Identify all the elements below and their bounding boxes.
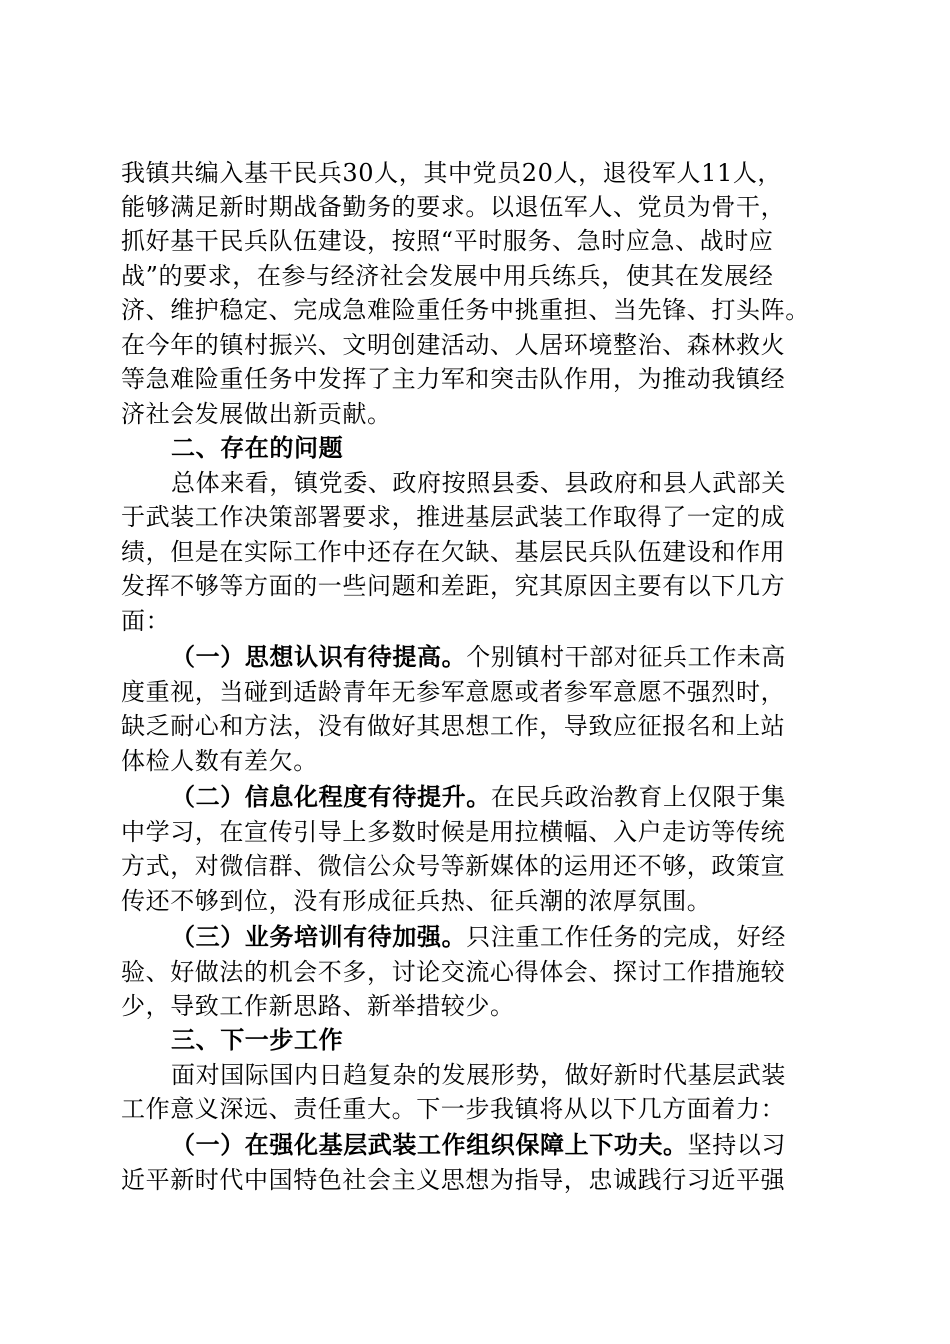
paragraph-line: 等急难险重任务中发挥了主力军和突击队作用，为推动我镇经 bbox=[121, 365, 786, 393]
paragraph-line: 缺乏耐心和方法，没有做好其思想工作，导致应征报名和上站 bbox=[121, 712, 786, 740]
paragraph-text: 只注重工作任务的完成，好经 bbox=[466, 923, 787, 951]
paragraph-line: 总体来看，镇党委、政府按照县委、县政府和县人武部关 bbox=[171, 469, 786, 497]
paragraph-text: 在民兵政治教育上仅限于集 bbox=[490, 783, 787, 811]
paragraph-line: 体检人数有差欠。 bbox=[121, 747, 318, 775]
paragraph-line: 抓好基干民兵队伍建设，按照“平时服务、急时应急、战时应 bbox=[121, 227, 774, 255]
paragraph-line: 济社会发展做出新贡献。 bbox=[121, 400, 392, 428]
subsection-lead: （一）在强化基层武装工作组织保障上下功夫。 bbox=[171, 1131, 688, 1159]
paragraph-line bbox=[171, 780, 891, 814]
paragraph-text: 坚持以习 bbox=[687, 1131, 787, 1159]
paragraph-line: 面对国际国内日趋复杂的发展形势，做好新时代基层武装 bbox=[171, 1061, 786, 1089]
paragraph-line: 少，导致工作新思路、新举措较少。 bbox=[121, 992, 515, 1020]
paragraph-line: 发挥不够等方面的一些问题和差距，究其原因主要有以下几方 bbox=[121, 572, 786, 600]
paragraph-line: 面： bbox=[121, 607, 171, 635]
paragraph-line: 绩，但是在实际工作中还存在欠缺、基层民兵队伍建设和作用 bbox=[121, 538, 786, 566]
paragraph-line: 度重视，当碰到适龄青年无参军意愿或者参军意愿不强烈时， bbox=[121, 678, 786, 706]
paragraph-line: 战”的要求，在参与经济社会发展中用兵练兵，使其在发展经 bbox=[121, 262, 774, 290]
paragraph-line: 验、好做法的机会不多，讨论交流心得体会、探讨工作措施较 bbox=[121, 958, 786, 986]
paragraph-line: 我镇共编入基干民兵30人，其中党员20人，退役军人11人， bbox=[121, 159, 783, 187]
subsection-lead: （二）信息化程度有待提升。 bbox=[171, 783, 491, 811]
paragraph-line: 中学习，在宣传引导上多数时候是用拉横幅、入户走访等传统 bbox=[121, 818, 786, 846]
subsection-lead: （三）业务培训有待加强。 bbox=[171, 923, 467, 951]
paragraph-line: 近平新时代中国特色社会主义思想为指导，忠诚践行习近平强 bbox=[121, 1166, 786, 1194]
subsection-lead: （一）思想认识有待提高。 bbox=[171, 643, 467, 671]
paragraph-line: 济、维护稳定、完成急难险重任务中挑重担、当先锋、打头阵。 bbox=[121, 296, 810, 324]
section-heading: 三、下一步工作 bbox=[171, 1026, 344, 1054]
paragraph-line: 工作意义深远、责任重大。下一步我镇将从以下几方面着力： bbox=[121, 1095, 786, 1123]
section-heading: 二、存在的问题 bbox=[171, 434, 344, 462]
paragraph-line bbox=[171, 640, 891, 674]
paragraph-line: 方式，对微信群、微信公众号等新媒体的运用还不够，政策宣 bbox=[121, 852, 786, 880]
paragraph-line: 于武装工作决策部署要求，推进基层武装工作取得了一定的成 bbox=[121, 503, 786, 531]
paragraph-line bbox=[171, 1128, 891, 1162]
paragraph-line: 在今年的镇村振兴、文明创建活动、人居环境整治、森林救火 bbox=[121, 331, 786, 359]
paragraph-text: 个别镇村干部对征兵工作未高 bbox=[466, 643, 787, 671]
paragraph-line: 传还不够到位，没有形成征兵热、征兵潮的浓厚氛围。 bbox=[121, 887, 712, 915]
paragraph-line bbox=[171, 920, 891, 954]
paragraph-line: 能够满足新时期战备勤务的要求。以退伍军人、党员为骨干， bbox=[121, 193, 786, 221]
